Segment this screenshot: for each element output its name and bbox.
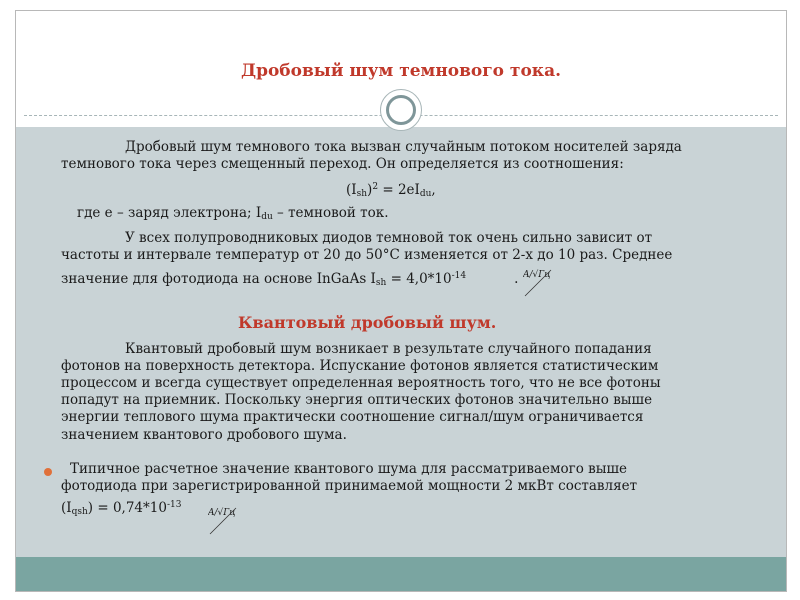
slide-title: Дробовый шум темнового тока.: [240, 61, 562, 81]
paragraph-4-line-1: Типичное расчетное значение квантового шума для рассматриваемого выше: [70, 461, 628, 477]
unit-label-2: A/√Гц: [208, 508, 236, 518]
bullet-icon: [44, 468, 52, 476]
bottom-bar: [16, 557, 786, 591]
paragraph-1-line-1: Дробовый шум темнового тока вызван случайным потоком носителей заряда: [125, 139, 682, 155]
paragraph-3-line-1: Квантовый дробовый шум возникает в результате случайного попадания: [125, 341, 652, 357]
section-subtitle: Квантовый дробовый шум.: [238, 313, 497, 332]
paragraph-3-line-6: значением квантового дробового шума.: [61, 427, 347, 443]
paragraph-3-line-3: процессом и всегда существует определенная вероятность того, что не все фотоны: [61, 375, 661, 391]
circle-ornament-icon: [380, 89, 422, 131]
paragraph-1-line-2: темнового тока через смещенный переход. Он определяется из соотношения:: [61, 156, 624, 172]
unit-label-1: A/√Гц: [523, 270, 551, 280]
formula-explanation: где е – заряд электрона; $I_{du}$ – темновой ток.: [77, 205, 389, 222]
paragraph-3-line-4: попадут на приемник. Поскольку энергия оптических фотонов значительно выше: [61, 392, 653, 408]
paragraph-2-line-2: частоты и интервале температур от 20 до 50°С изменяется от 2-х до 10 раз. Среднее: [61, 247, 673, 263]
unit-amp-per-root-hz-icon: [523, 266, 567, 298]
paragraph-4-line-3: $(I_{qsh}) = 0,74*10^{-13}$: [61, 500, 182, 517]
unit-amp-per-root-hz-icon-2: [208, 504, 252, 536]
paragraph-2-line-1: У всех полупроводниковых диодов темновой ток очень сильно зависит от: [125, 230, 653, 246]
paragraph-3-line-2: фотонов на поверхность детектора. Испускание фотонов является статистическим: [61, 358, 659, 374]
paragraph-3-line-5: энергии теплового шума практически соотношение сигнал/шум ограничивается: [61, 409, 644, 425]
paragraph-2-line-3: значение для фотодиода на основе InGaAs $I_{sh} = 4,0*10^{-14}$ .: [61, 271, 519, 288]
paragraph-4-line-2: фотодиода при зарегистрированной принимаемой мощности 2 мкВт составляет: [61, 478, 638, 494]
formula-shot-noise: $(I_{sh})^2 = 2eI_{du}$,: [346, 182, 436, 199]
slide: [15, 10, 787, 592]
